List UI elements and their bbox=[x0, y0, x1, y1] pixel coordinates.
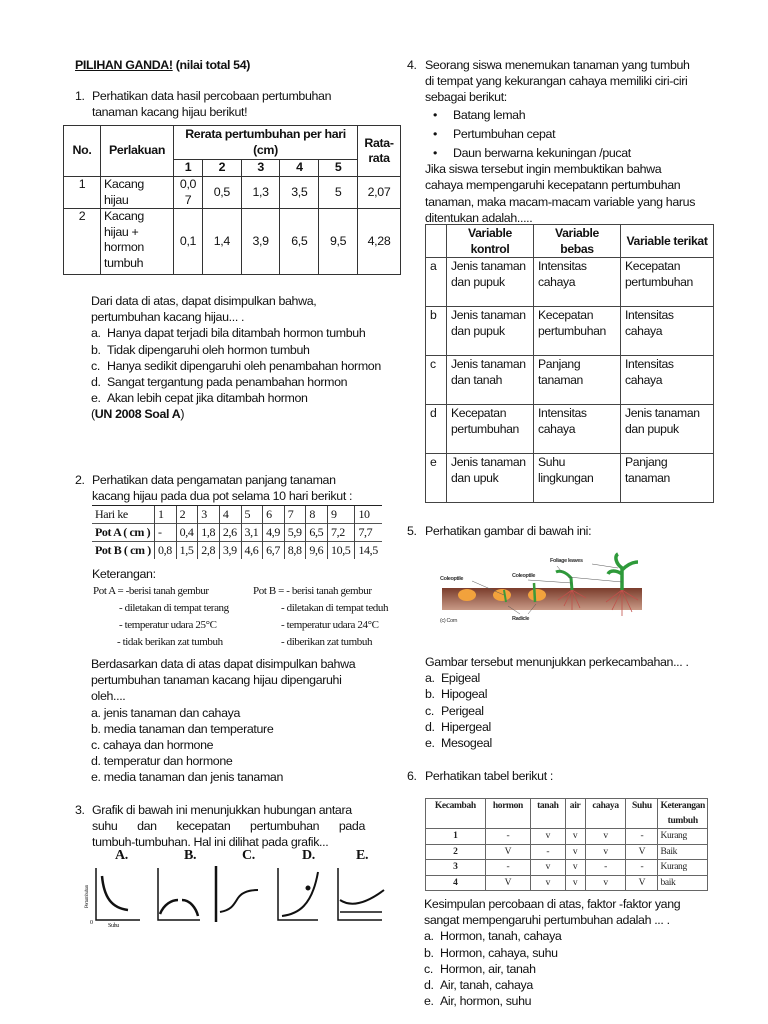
cell-kontrol: Jenis tanaman dan pupuk bbox=[447, 258, 534, 307]
cell-terikat: Panjang tanaman bbox=[621, 454, 714, 503]
cell-value: 2,8 bbox=[198, 542, 220, 560]
cell-terikat: Intensitas cahaya bbox=[621, 356, 714, 405]
growth-table bbox=[63, 125, 401, 275]
graph-a-label: A. bbox=[115, 848, 128, 863]
cell-value: 1 bbox=[155, 506, 177, 524]
paren: ( bbox=[91, 407, 95, 422]
cell-value: 0,8 bbox=[155, 542, 177, 560]
note-item: - berisi tanah gembur bbox=[286, 585, 372, 597]
question-number: 4. bbox=[407, 58, 417, 72]
cell-no: 1 bbox=[64, 177, 101, 209]
question-stem: oleh.... bbox=[91, 689, 126, 704]
cell-value: 3,9 bbox=[219, 542, 241, 560]
cell-perlakuan: Kacang hijau bbox=[101, 177, 174, 209]
option-e[interactable] bbox=[425, 735, 735, 751]
cell-bebas: Intensitas cahaya bbox=[534, 258, 621, 307]
table-row bbox=[92, 542, 382, 560]
header-terikat: Variable terikat bbox=[621, 225, 714, 258]
option-letter: d. bbox=[91, 754, 101, 769]
cell-value: 3,9 bbox=[241, 209, 280, 275]
option-letter: e. bbox=[424, 994, 434, 1009]
option-text: media tanaman dan temperature bbox=[103, 721, 274, 736]
pot-b-notes bbox=[253, 583, 388, 651]
table-row bbox=[426, 875, 708, 891]
table-row bbox=[92, 506, 382, 524]
cell-bebas: Panjang tanaman bbox=[534, 356, 621, 405]
question-6-answers bbox=[424, 896, 744, 1009]
bullet-icon: • bbox=[433, 107, 437, 122]
cell-value: 4 bbox=[219, 506, 241, 524]
foliage-label: Foliage leaves bbox=[550, 558, 583, 564]
option-d[interactable] bbox=[424, 977, 744, 993]
row-label: Hari ke bbox=[92, 506, 155, 524]
question-stem: cahaya mempengaruhi kecepatann pertumbuhan bbox=[425, 178, 681, 193]
question-text: Perhatikan tabel berikut : bbox=[425, 769, 553, 783]
cell-value: 8,8 bbox=[284, 542, 306, 560]
question-text: Perhatikan data pengamatan panjang tanaman bbox=[92, 473, 336, 487]
option-d[interactable] bbox=[91, 374, 391, 390]
question-stem: Kesimpulan percobaan di atas, faktor -faktor yang bbox=[424, 897, 681, 911]
option-text: Air, tanah, cahaya bbox=[440, 978, 533, 993]
question-stem: Berdasarkan data di atas dapat disimpulkan bahwa bbox=[91, 657, 356, 671]
option-c[interactable] bbox=[91, 358, 391, 374]
graph-e-label: E. bbox=[356, 848, 369, 863]
option-b[interactable] bbox=[424, 945, 744, 961]
option-e[interactable] bbox=[91, 390, 391, 406]
cell-kontrol: Jenis tanaman dan pupuk bbox=[447, 307, 534, 356]
question-5-answers bbox=[425, 654, 735, 751]
row-letter: a bbox=[426, 258, 447, 307]
cell-value: - bbox=[155, 524, 177, 542]
question-stem: pertumbuhan kacang hijau... . bbox=[91, 310, 245, 325]
header-tanah: tanah bbox=[531, 799, 565, 829]
option-letter: d. bbox=[425, 719, 435, 734]
cell-value: 6 bbox=[263, 506, 285, 524]
bullet-icon: • bbox=[433, 126, 437, 141]
pot-a-title: Pot A = bbox=[93, 585, 126, 597]
question-1-answers bbox=[91, 293, 391, 423]
title-text: PILIHAN GANDA! bbox=[75, 58, 173, 72]
pot-a-notes bbox=[93, 583, 229, 651]
option-e[interactable] bbox=[424, 993, 744, 1009]
option-d[interactable] bbox=[91, 753, 391, 769]
bullet-item bbox=[425, 145, 737, 161]
cell-value: 3 bbox=[198, 506, 220, 524]
option-b[interactable] bbox=[91, 721, 391, 737]
option-text: Hipergeal bbox=[441, 719, 491, 734]
title-score: (nilai total 54) bbox=[172, 58, 251, 72]
cell-value: 9,6 bbox=[306, 542, 328, 560]
cell: V bbox=[485, 844, 531, 860]
germination-illustration-icon bbox=[432, 550, 652, 625]
note-item: - diberikan zat tumbuh bbox=[281, 636, 373, 648]
cell: - bbox=[585, 860, 626, 876]
cell: v bbox=[565, 875, 585, 891]
question-5 bbox=[407, 523, 737, 539]
cell-value: 10 bbox=[355, 506, 382, 524]
caption-label: (c) Corn bbox=[440, 618, 458, 624]
option-a[interactable] bbox=[424, 928, 744, 944]
question-text: suhu dan kecepatan pertumbuhan pada bbox=[92, 819, 365, 834]
header-day: 2 bbox=[203, 160, 242, 177]
cell: Kurang bbox=[658, 860, 708, 876]
cell-avg: 2,07 bbox=[358, 177, 401, 209]
cell: v bbox=[565, 860, 585, 876]
header-kontrol: Variable kontrol bbox=[447, 225, 534, 258]
option-letter: b. bbox=[425, 687, 435, 702]
cell-no: 2 bbox=[64, 209, 101, 275]
cell-bebas: Kecepatan pertumbuhan bbox=[534, 307, 621, 356]
cell: - bbox=[531, 844, 565, 860]
cell-bebas: Intensitas cahaya bbox=[534, 405, 621, 454]
cell: v bbox=[565, 829, 585, 845]
cell-value: 0,5 bbox=[203, 177, 242, 209]
option-text: Tidak dipengaruhi oleh hormon tumbuh bbox=[107, 342, 310, 357]
corn-germination-figure bbox=[432, 550, 652, 625]
cell-perlakuan: Kacang hijau + hormon tumbuh bbox=[101, 209, 174, 275]
source-text: UN 2008 Soal A bbox=[94, 407, 181, 422]
svg-text:0: 0 bbox=[90, 920, 93, 926]
option-text: jenis tanaman dan cahaya bbox=[103, 705, 240, 720]
option-text: Hanya sedikit dipengaruhi oleh penambahan hormon bbox=[107, 358, 381, 373]
question-number: 2. bbox=[75, 473, 85, 487]
header-kecambah: Kecambah bbox=[426, 799, 486, 829]
question-text: di tempat yang kekurangan cahaya memiliki ciri-ciri bbox=[425, 74, 688, 89]
header-blank bbox=[426, 225, 447, 258]
cell: 4 bbox=[426, 875, 486, 891]
cell: v bbox=[531, 829, 565, 845]
table-row bbox=[64, 209, 401, 275]
option-d[interactable] bbox=[425, 719, 735, 735]
option-text: Hipogeal bbox=[441, 687, 488, 702]
cell-value: 1,5 bbox=[176, 542, 198, 560]
option-letter: c. bbox=[91, 738, 100, 753]
cell-value: 0,1 bbox=[174, 209, 203, 275]
option-text: temperatur dan hormone bbox=[103, 754, 233, 769]
option-letter: a. bbox=[91, 705, 101, 720]
coleoptile-label: Coleoptile bbox=[440, 576, 464, 582]
table-row bbox=[426, 829, 708, 845]
cell-kontrol: Jenis tanaman dan upuk bbox=[447, 454, 534, 503]
row-label: Pot A ( cm ) bbox=[92, 524, 155, 542]
option-text: Epigeal bbox=[441, 671, 480, 686]
row-letter: c bbox=[426, 356, 447, 405]
cell: - bbox=[485, 829, 531, 845]
cell-value: 2,6 bbox=[219, 524, 241, 542]
question-6 bbox=[407, 768, 737, 784]
cell-terikat: Jenis tanaman dan pupuk bbox=[621, 405, 714, 454]
header-day: 3 bbox=[241, 160, 280, 177]
option-text: Hanya dapat terjadi bila ditambah hormon tumbuh bbox=[107, 326, 366, 341]
header-air: air bbox=[565, 799, 585, 829]
question-text: Grafik di bawah ini menunjukkan hubungan antara bbox=[92, 803, 352, 817]
option-b[interactable] bbox=[425, 686, 735, 702]
note-item: -berisi tanah gembur bbox=[125, 585, 209, 597]
cell-bebas: Suhu lingkungan bbox=[534, 454, 621, 503]
header-day: 5 bbox=[319, 160, 358, 177]
note-item: - tidak berikan zat tumbuh bbox=[117, 636, 223, 648]
option-c-row[interactable] bbox=[426, 356, 714, 405]
cell-value: 0,07 bbox=[174, 177, 203, 209]
option-text: Mesogeal bbox=[441, 736, 492, 751]
paren: ) bbox=[180, 407, 185, 422]
cell: v bbox=[531, 875, 565, 891]
question-2-answers bbox=[91, 656, 391, 786]
question-4 bbox=[407, 57, 737, 226]
option-letter: e. bbox=[425, 736, 435, 751]
cell-terikat: Intensitas cahaya bbox=[621, 307, 714, 356]
bullet-text: Pertumbuhan cepat bbox=[453, 126, 556, 141]
option-letter: b. bbox=[424, 945, 434, 960]
cell-value: 7,7 bbox=[355, 524, 382, 542]
variable-table bbox=[425, 224, 714, 503]
cell-value: 5,9 bbox=[284, 524, 306, 542]
question-text: kacang hijau pada dua pot selama 10 hari berikut : bbox=[92, 489, 353, 504]
header-keterangan: Keterangan tumbuh bbox=[658, 799, 708, 829]
cell: Baik bbox=[658, 844, 708, 860]
cell: 2 bbox=[426, 844, 486, 860]
question-2 bbox=[75, 472, 405, 504]
header-day: 4 bbox=[280, 160, 319, 177]
question-1 bbox=[75, 88, 405, 120]
question-text: Seorang siswa menemukan tanaman yang tumbuh bbox=[425, 58, 690, 72]
keterangan-label: Keterangan: bbox=[92, 567, 156, 581]
bullet-text: Batang lemah bbox=[453, 107, 526, 122]
row-label: Pot B ( cm ) bbox=[92, 542, 155, 560]
question-stem: Dari data di atas, dapat disimpulkan bahwa, bbox=[91, 294, 317, 308]
option-text: Air, hormon, suhu bbox=[440, 994, 532, 1009]
option-text: Hormon, air, tanah bbox=[440, 961, 536, 976]
cell-value: 2 bbox=[176, 506, 198, 524]
option-letter: d. bbox=[91, 375, 101, 390]
graph-options bbox=[82, 848, 392, 928]
option-letter: d. bbox=[424, 978, 434, 993]
header-hormon: hormon bbox=[485, 799, 531, 829]
svg-text:Pertumbuhan: Pertumbuhan bbox=[85, 885, 90, 908]
cell-value: 9,5 bbox=[319, 209, 358, 275]
option-letter: e. bbox=[91, 391, 101, 406]
cell-value: 14,5 bbox=[355, 542, 382, 560]
option-letter: a. bbox=[425, 671, 435, 686]
option-letter: a. bbox=[91, 326, 101, 341]
cell-value: 8 bbox=[306, 506, 328, 524]
question-text: tanaman kacang hijau berikut! bbox=[92, 105, 248, 120]
question-text: sebagai berikut: bbox=[425, 90, 507, 105]
option-c[interactable] bbox=[425, 703, 735, 719]
cell: - bbox=[485, 860, 531, 876]
cell: - bbox=[626, 829, 658, 845]
bullet-item bbox=[425, 126, 737, 142]
header-ratarata: Rata-rata bbox=[358, 126, 401, 177]
option-text: Perigeal bbox=[441, 703, 484, 718]
graph-a-xlabel: Suhu bbox=[108, 923, 119, 928]
cell-kontrol: Kecepatan pertumbuhan bbox=[447, 405, 534, 454]
cell-terikat: Kecepatan pertumbuhan bbox=[621, 258, 714, 307]
question-stem: tanaman, maka macam-macam variable yang harus bbox=[425, 194, 696, 209]
germination-table bbox=[425, 798, 708, 891]
cell-value: 1,3 bbox=[241, 177, 280, 209]
cell: v bbox=[585, 829, 626, 845]
cell-value: 4,9 bbox=[263, 524, 285, 542]
cell-value: 6,5 bbox=[306, 524, 328, 542]
cell-value: 3,5 bbox=[280, 177, 319, 209]
option-text: Hormon, cahaya, suhu bbox=[440, 945, 558, 960]
cell-value: 10,5 bbox=[328, 542, 355, 560]
bullet-icon: • bbox=[433, 146, 437, 161]
option-letter: c. bbox=[424, 961, 433, 976]
source-note bbox=[91, 406, 391, 422]
cell-value: 1,4 bbox=[203, 209, 242, 275]
option-c[interactable] bbox=[91, 737, 391, 753]
table-row bbox=[426, 860, 708, 876]
option-letter: a. bbox=[424, 929, 434, 944]
question-3 bbox=[75, 802, 365, 851]
graph-curves-icon bbox=[82, 864, 392, 928]
header-no: No. bbox=[64, 126, 101, 177]
header-perlakuan: Perlakuan bbox=[101, 126, 174, 177]
table-row bbox=[64, 177, 401, 209]
question-stem: ditentukan adalah..... bbox=[425, 210, 533, 225]
note-item: - temperatur udara 24°C bbox=[281, 619, 379, 631]
cell-kontrol: Jenis tanaman dan tanah bbox=[447, 356, 534, 405]
option-letter: c. bbox=[425, 703, 434, 718]
option-letter: b. bbox=[91, 721, 101, 736]
question-text: tumbuh-tumbuhan. Hal ini dilihat pada grafik... bbox=[92, 835, 329, 850]
cell-value: 7,2 bbox=[328, 524, 355, 542]
option-e-row[interactable] bbox=[426, 454, 714, 503]
graph-d-label: D. bbox=[302, 848, 315, 863]
row-letter: b bbox=[426, 307, 447, 356]
pot-table bbox=[92, 505, 382, 559]
row-letter: e bbox=[426, 454, 447, 503]
cell: Kurang bbox=[658, 829, 708, 845]
question-stem: pertumbuhan tanaman kacang hijau dipengaruhi bbox=[91, 673, 342, 688]
note-item: - temperatur udara 25°C bbox=[119, 619, 217, 631]
graph-c-label: C. bbox=[242, 848, 255, 863]
cell: - bbox=[626, 860, 658, 876]
note-item: - diletakan di tempat terang bbox=[119, 602, 229, 614]
note-item: - diletakan di tempat teduh bbox=[281, 602, 389, 614]
option-c[interactable] bbox=[424, 961, 744, 977]
cell-value: 7 bbox=[284, 506, 306, 524]
cell-value: 5 bbox=[241, 506, 263, 524]
header-suhu: Suhu bbox=[626, 799, 658, 829]
cell: V bbox=[626, 875, 658, 891]
option-a-row[interactable] bbox=[426, 258, 714, 307]
question-text: Perhatikan data hasil percobaan pertumbuhan bbox=[92, 89, 332, 103]
cell: V bbox=[485, 875, 531, 891]
option-text: media tanaman dan jenis tanaman bbox=[103, 770, 283, 785]
option-b[interactable] bbox=[91, 342, 391, 358]
radicle-label: Radicle bbox=[512, 616, 530, 622]
cell-avg: 4,28 bbox=[358, 209, 401, 275]
pot-b-title: Pot B = bbox=[253, 585, 287, 597]
option-d-row[interactable] bbox=[426, 405, 714, 454]
header-rerata: Rerata pertumbuhan per hari (cm) bbox=[174, 126, 358, 160]
cell-value: 9 bbox=[328, 506, 355, 524]
bullet-text: Daun berwarna kekuningan /pucat bbox=[453, 146, 631, 161]
cell-value: 0,4 bbox=[176, 524, 198, 542]
question-number: 1. bbox=[75, 89, 85, 103]
option-e[interactable] bbox=[91, 769, 391, 785]
header-bebas: Variable bebas bbox=[534, 225, 621, 258]
question-text: Perhatikan gambar di bawah ini: bbox=[425, 524, 592, 538]
question-number: 5. bbox=[407, 524, 417, 538]
question-stem: sangat mempengaruhi pertumbuhan adalah ... . bbox=[424, 913, 670, 928]
option-a[interactable] bbox=[425, 670, 735, 686]
cell: v bbox=[565, 844, 585, 860]
cell: baik bbox=[658, 875, 708, 891]
option-letter: e. bbox=[91, 770, 101, 785]
header-day: 1 bbox=[174, 160, 203, 177]
row-letter: d bbox=[426, 405, 447, 454]
cell: v bbox=[531, 860, 565, 876]
header-cahaya: cahaya bbox=[585, 799, 626, 829]
question-number: 3. bbox=[75, 803, 85, 817]
question-number: 6. bbox=[407, 769, 417, 783]
cell-value: 4,6 bbox=[241, 542, 263, 560]
option-text: Akan lebih cepat jika ditambah hormon bbox=[107, 391, 308, 406]
option-a[interactable] bbox=[91, 705, 391, 721]
cell: 1 bbox=[426, 829, 486, 845]
coleoptile-label: Coleoptile bbox=[512, 573, 536, 579]
cell: V bbox=[626, 844, 658, 860]
option-b-row[interactable] bbox=[426, 307, 714, 356]
cell: v bbox=[585, 875, 626, 891]
table-row bbox=[92, 524, 382, 542]
cell-value: 6,7 bbox=[263, 542, 285, 560]
cell-value: 3,1 bbox=[241, 524, 263, 542]
cell-value: 6,5 bbox=[280, 209, 319, 275]
page-title bbox=[75, 57, 250, 73]
graph-b-label: B. bbox=[184, 848, 197, 863]
question-stem: Jika siswa tersebut ingin membuktikan bahwa bbox=[425, 162, 662, 177]
option-text: Hormon, tanah, cahaya bbox=[440, 929, 562, 944]
cell: v bbox=[585, 844, 626, 860]
question-stem: Gambar tersebut menunjukkan perkecambahan... . bbox=[425, 655, 689, 669]
cell-value: 1,8 bbox=[198, 524, 220, 542]
cell: 3 bbox=[426, 860, 486, 876]
option-a[interactable] bbox=[91, 325, 391, 341]
option-letter: b. bbox=[91, 342, 101, 357]
cell-value: 5 bbox=[319, 177, 358, 209]
table-row bbox=[426, 844, 708, 860]
bullet-item bbox=[425, 107, 737, 123]
option-letter: c. bbox=[91, 358, 100, 373]
option-text: cahaya dan hormone bbox=[103, 738, 214, 753]
option-text: Sangat tergantung pada penambahan hormon bbox=[107, 375, 348, 390]
